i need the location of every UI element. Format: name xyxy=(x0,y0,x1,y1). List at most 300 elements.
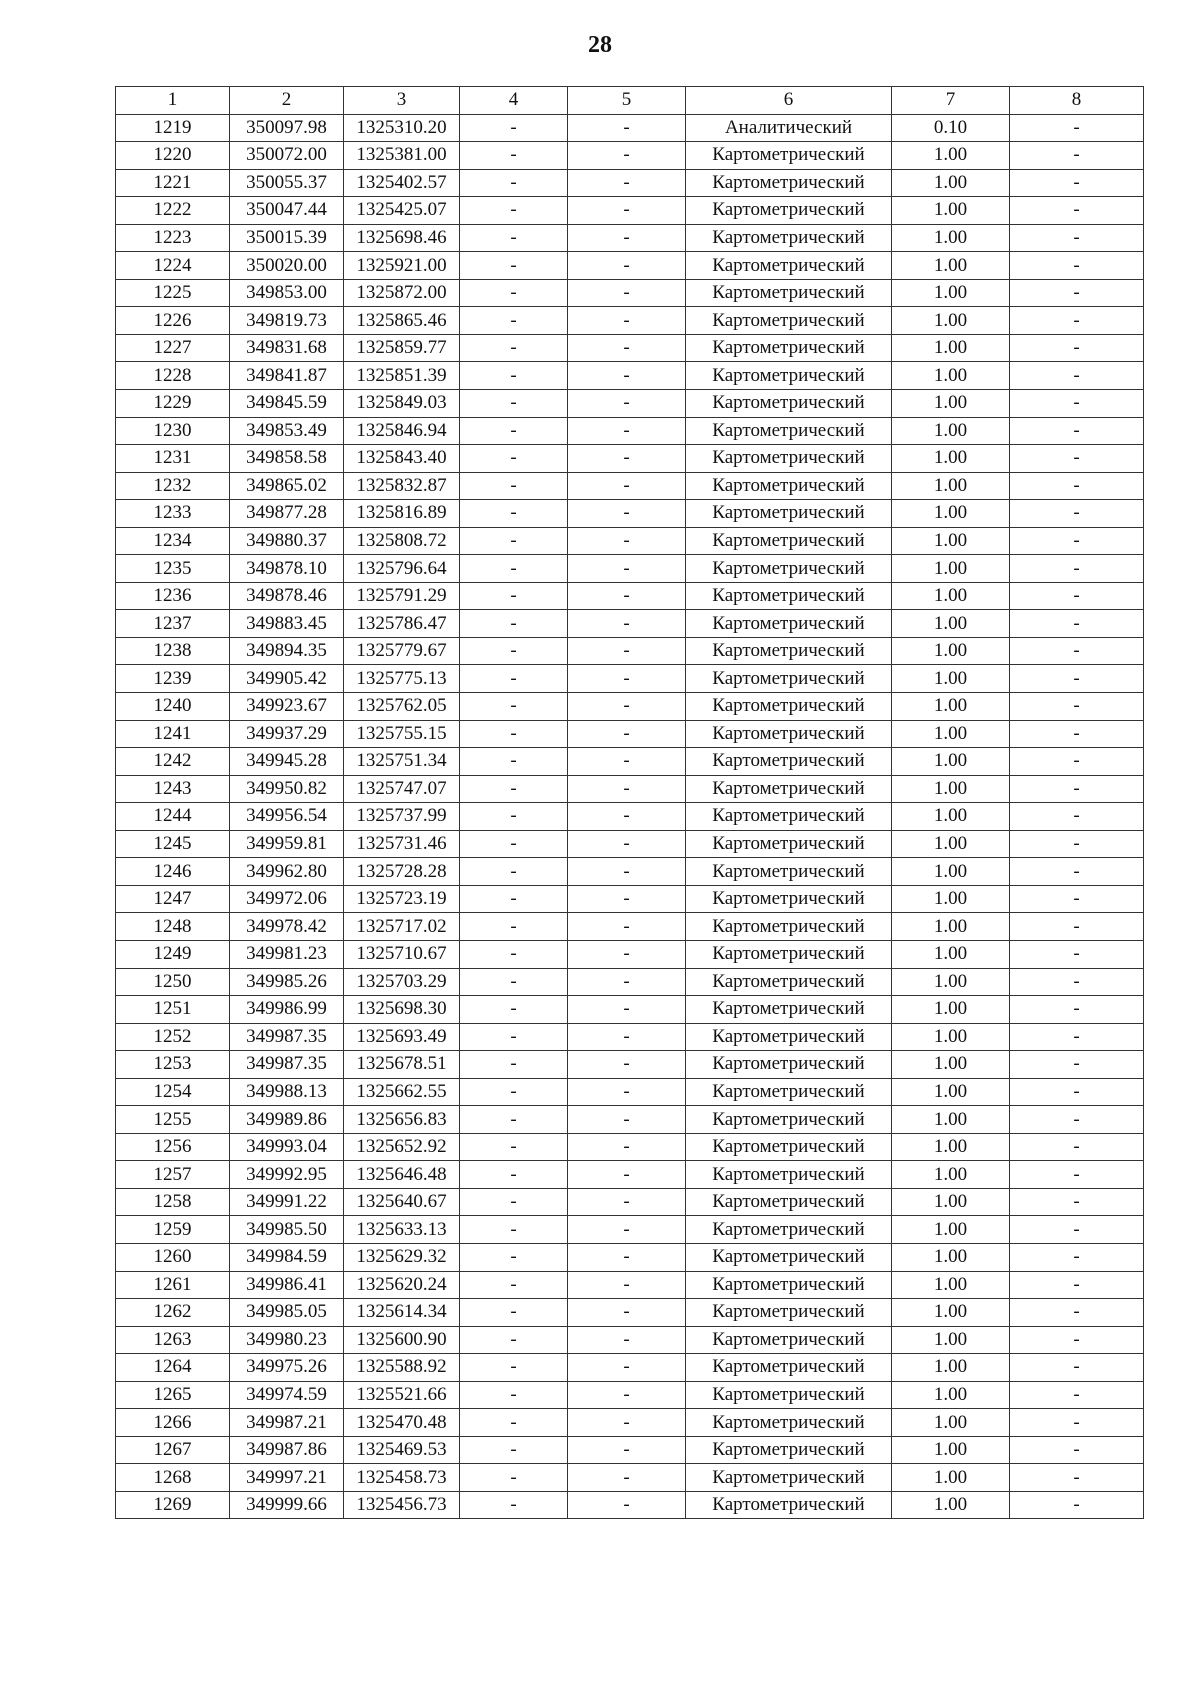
y-coordinate-cell: 1325425.07 xyxy=(344,197,460,225)
method-cell: Картометрический xyxy=(686,858,892,886)
table-row xyxy=(116,775,1144,803)
point-number-cell: 1238 xyxy=(116,637,230,665)
y-coordinate-cell: 1325775.13 xyxy=(344,665,460,693)
point-number-cell: 1266 xyxy=(116,1409,230,1437)
accuracy-cell: 1.00 xyxy=(892,1299,1010,1327)
table-row xyxy=(116,1436,1144,1464)
x-coordinate-cell: 349937.29 xyxy=(230,720,344,748)
x-coordinate-cell: 349975.26 xyxy=(230,1354,344,1382)
column-4-cell: - xyxy=(460,279,568,307)
column-8-cell: - xyxy=(1010,803,1144,831)
x-coordinate-cell: 349841.87 xyxy=(230,362,344,390)
accuracy-cell: 1.00 xyxy=(892,279,1010,307)
table-row xyxy=(116,693,1144,721)
y-coordinate-cell: 1325849.03 xyxy=(344,390,460,418)
point-number-cell: 1267 xyxy=(116,1436,230,1464)
accuracy-cell: 1.00 xyxy=(892,1051,1010,1079)
column-8-cell: - xyxy=(1010,527,1144,555)
accuracy-cell: 1.00 xyxy=(892,1106,1010,1134)
column-4-cell: - xyxy=(460,169,568,197)
column-4-cell: - xyxy=(460,1299,568,1327)
y-coordinate-cell: 1325698.46 xyxy=(344,224,460,252)
x-coordinate-cell: 349853.00 xyxy=(230,279,344,307)
method-cell: Картометрический xyxy=(686,527,892,555)
x-coordinate-cell: 349997.21 xyxy=(230,1464,344,1492)
table-row xyxy=(116,362,1144,390)
point-number-cell: 1261 xyxy=(116,1271,230,1299)
column-4-cell: - xyxy=(460,1161,568,1189)
table-row xyxy=(116,1491,1144,1519)
x-coordinate-cell: 349959.81 xyxy=(230,830,344,858)
point-number-cell: 1237 xyxy=(116,610,230,638)
accuracy-cell: 1.00 xyxy=(892,1271,1010,1299)
method-cell: Картометрический xyxy=(686,1188,892,1216)
column-8-cell: - xyxy=(1010,693,1144,721)
y-coordinate-cell: 1325851.39 xyxy=(344,362,460,390)
accuracy-cell: 1.00 xyxy=(892,1354,1010,1382)
accuracy-cell: 1.00 xyxy=(892,500,1010,528)
point-number-cell: 1248 xyxy=(116,913,230,941)
table-row xyxy=(116,720,1144,748)
method-cell: Картометрический xyxy=(686,610,892,638)
method-cell: Картометрический xyxy=(686,1051,892,1079)
accuracy-cell: 1.00 xyxy=(892,885,1010,913)
y-coordinate-cell: 1325731.46 xyxy=(344,830,460,858)
column-5-cell: - xyxy=(568,996,686,1024)
method-cell: Картометрический xyxy=(686,775,892,803)
method-cell: Картометрический xyxy=(686,445,892,473)
column-4-cell: - xyxy=(460,940,568,968)
column-5-cell: - xyxy=(568,197,686,225)
x-coordinate-cell: 349883.45 xyxy=(230,610,344,638)
column-5-cell: - xyxy=(568,665,686,693)
x-coordinate-cell: 349993.04 xyxy=(230,1133,344,1161)
accuracy-cell: 1.00 xyxy=(892,610,1010,638)
column-5-cell: - xyxy=(568,1216,686,1244)
column-4-cell: - xyxy=(460,693,568,721)
column-8-cell: - xyxy=(1010,1216,1144,1244)
column-5-cell: - xyxy=(568,252,686,280)
column-4-cell: - xyxy=(460,665,568,693)
method-cell: Картометрический xyxy=(686,197,892,225)
y-coordinate-cell: 1325832.87 xyxy=(344,472,460,500)
table-row xyxy=(116,1023,1144,1051)
column-8-cell: - xyxy=(1010,1354,1144,1382)
point-number-cell: 1247 xyxy=(116,885,230,913)
point-number-cell: 1219 xyxy=(116,114,230,142)
table-row xyxy=(116,1106,1144,1134)
point-number-cell: 1232 xyxy=(116,472,230,500)
table-row xyxy=(116,1051,1144,1079)
column-5-cell: - xyxy=(568,803,686,831)
y-coordinate-cell: 1325816.89 xyxy=(344,500,460,528)
column-8-cell: - xyxy=(1010,858,1144,886)
table-row xyxy=(116,114,1144,142)
column-8-cell: - xyxy=(1010,1188,1144,1216)
column-8-cell: - xyxy=(1010,197,1144,225)
method-cell: Картометрический xyxy=(686,1271,892,1299)
point-number-cell: 1268 xyxy=(116,1464,230,1492)
table-row xyxy=(116,252,1144,280)
x-coordinate-cell: 349853.49 xyxy=(230,417,344,445)
method-cell: Картометрический xyxy=(686,555,892,583)
y-coordinate-cell: 1325779.67 xyxy=(344,637,460,665)
point-number-cell: 1260 xyxy=(116,1243,230,1271)
method-cell: Картометрический xyxy=(686,637,892,665)
column-4-cell: - xyxy=(460,1354,568,1382)
accuracy-cell: 1.00 xyxy=(892,1326,1010,1354)
column-4-cell: - xyxy=(460,1023,568,1051)
column-8-cell: - xyxy=(1010,775,1144,803)
point-number-cell: 1263 xyxy=(116,1326,230,1354)
y-coordinate-cell: 1325678.51 xyxy=(344,1051,460,1079)
column-8-cell: - xyxy=(1010,142,1144,170)
y-coordinate-cell: 1325751.34 xyxy=(344,748,460,776)
accuracy-cell: 1.00 xyxy=(892,665,1010,693)
point-number-cell: 1233 xyxy=(116,500,230,528)
header-row xyxy=(116,87,1144,115)
column-4-cell: - xyxy=(460,1381,568,1409)
method-cell: Картометрический xyxy=(686,1078,892,1106)
column-4-cell: - xyxy=(460,1243,568,1271)
column-8-cell: - xyxy=(1010,1381,1144,1409)
accuracy-cell: 0.10 xyxy=(892,114,1010,142)
column-8-cell: - xyxy=(1010,445,1144,473)
x-coordinate-cell: 350097.98 xyxy=(230,114,344,142)
column-5-cell: - xyxy=(568,968,686,996)
table-row xyxy=(116,142,1144,170)
column-5-cell: - xyxy=(568,1409,686,1437)
point-number-cell: 1223 xyxy=(116,224,230,252)
table-row xyxy=(116,1133,1144,1161)
accuracy-cell: 1.00 xyxy=(892,252,1010,280)
table-row xyxy=(116,445,1144,473)
accuracy-cell: 1.00 xyxy=(892,1023,1010,1051)
accuracy-cell: 1.00 xyxy=(892,803,1010,831)
column-8-cell: - xyxy=(1010,252,1144,280)
y-coordinate-cell: 1325469.53 xyxy=(344,1436,460,1464)
method-cell: Картометрический xyxy=(686,1354,892,1382)
accuracy-cell: 1.00 xyxy=(892,968,1010,996)
column-5-cell: - xyxy=(568,830,686,858)
column-header: 3 xyxy=(344,87,460,115)
column-4-cell: - xyxy=(460,197,568,225)
column-4-cell: - xyxy=(460,885,568,913)
x-coordinate-cell: 349988.13 xyxy=(230,1078,344,1106)
point-number-cell: 1224 xyxy=(116,252,230,280)
column-8-cell: - xyxy=(1010,1436,1144,1464)
column-4-cell: - xyxy=(460,334,568,362)
accuracy-cell: 1.00 xyxy=(892,693,1010,721)
table-row xyxy=(116,1078,1144,1106)
method-cell: Картометрический xyxy=(686,803,892,831)
column-4-cell: - xyxy=(460,1216,568,1244)
column-4-cell: - xyxy=(460,858,568,886)
method-cell: Картометрический xyxy=(686,169,892,197)
table-row xyxy=(116,279,1144,307)
column-8-cell: - xyxy=(1010,390,1144,418)
column-4-cell: - xyxy=(460,1464,568,1492)
point-number-cell: 1259 xyxy=(116,1216,230,1244)
x-coordinate-cell: 349999.66 xyxy=(230,1491,344,1519)
column-8-cell: - xyxy=(1010,720,1144,748)
method-cell: Картометрический xyxy=(686,968,892,996)
column-5-cell: - xyxy=(568,472,686,500)
column-5-cell: - xyxy=(568,1161,686,1189)
x-coordinate-cell: 349905.42 xyxy=(230,665,344,693)
accuracy-cell: 1.00 xyxy=(892,307,1010,335)
x-coordinate-cell: 349981.23 xyxy=(230,940,344,968)
column-5-cell: - xyxy=(568,555,686,583)
point-number-cell: 1264 xyxy=(116,1354,230,1382)
column-5-cell: - xyxy=(568,1381,686,1409)
column-4-cell: - xyxy=(460,830,568,858)
y-coordinate-cell: 1325600.90 xyxy=(344,1326,460,1354)
method-cell: Картометрический xyxy=(686,1106,892,1134)
method-cell: Картометрический xyxy=(686,307,892,335)
point-number-cell: 1258 xyxy=(116,1188,230,1216)
x-coordinate-cell: 349880.37 xyxy=(230,527,344,555)
point-number-cell: 1230 xyxy=(116,417,230,445)
column-8-cell: - xyxy=(1010,417,1144,445)
column-4-cell: - xyxy=(460,472,568,500)
column-header: 4 xyxy=(460,87,568,115)
x-coordinate-cell: 349991.22 xyxy=(230,1188,344,1216)
column-4-cell: - xyxy=(460,362,568,390)
x-coordinate-cell: 349987.21 xyxy=(230,1409,344,1437)
accuracy-cell: 1.00 xyxy=(892,940,1010,968)
method-cell: Картометрический xyxy=(686,748,892,776)
table-row xyxy=(116,307,1144,335)
x-coordinate-cell: 349877.28 xyxy=(230,500,344,528)
y-coordinate-cell: 1325703.29 xyxy=(344,968,460,996)
y-coordinate-cell: 1325614.34 xyxy=(344,1299,460,1327)
column-8-cell: - xyxy=(1010,913,1144,941)
point-number-cell: 1235 xyxy=(116,555,230,583)
table-row xyxy=(116,858,1144,886)
column-8-cell: - xyxy=(1010,637,1144,665)
y-coordinate-cell: 1325693.49 xyxy=(344,1023,460,1051)
accuracy-cell: 1.00 xyxy=(892,720,1010,748)
y-coordinate-cell: 1325865.46 xyxy=(344,307,460,335)
column-header: 1 xyxy=(116,87,230,115)
column-8-cell: - xyxy=(1010,996,1144,1024)
y-coordinate-cell: 1325737.99 xyxy=(344,803,460,831)
column-4-cell: - xyxy=(460,500,568,528)
table-row xyxy=(116,1409,1144,1437)
point-number-cell: 1255 xyxy=(116,1106,230,1134)
column-8-cell: - xyxy=(1010,610,1144,638)
column-8-cell: - xyxy=(1010,555,1144,583)
x-coordinate-cell: 349950.82 xyxy=(230,775,344,803)
y-coordinate-cell: 1325762.05 xyxy=(344,693,460,721)
y-coordinate-cell: 1325728.28 xyxy=(344,858,460,886)
method-cell: Картометрический xyxy=(686,1216,892,1244)
column-5-cell: - xyxy=(568,390,686,418)
x-coordinate-cell: 349878.46 xyxy=(230,582,344,610)
table-row xyxy=(116,582,1144,610)
method-cell: Картометрический xyxy=(686,1436,892,1464)
column-5-cell: - xyxy=(568,1106,686,1134)
point-number-cell: 1244 xyxy=(116,803,230,831)
table-row xyxy=(116,665,1144,693)
accuracy-cell: 1.00 xyxy=(892,775,1010,803)
column-8-cell: - xyxy=(1010,1161,1144,1189)
point-number-cell: 1240 xyxy=(116,693,230,721)
point-number-cell: 1245 xyxy=(116,830,230,858)
column-4-cell: - xyxy=(460,224,568,252)
column-4-cell: - xyxy=(460,996,568,1024)
method-cell: Картометрический xyxy=(686,1299,892,1327)
point-number-cell: 1225 xyxy=(116,279,230,307)
method-cell: Картометрический xyxy=(686,142,892,170)
column-8-cell: - xyxy=(1010,500,1144,528)
column-5-cell: - xyxy=(568,913,686,941)
point-number-cell: 1250 xyxy=(116,968,230,996)
coordinates-table xyxy=(115,86,1144,1519)
method-cell: Картометрический xyxy=(686,390,892,418)
x-coordinate-cell: 349819.73 xyxy=(230,307,344,335)
x-coordinate-cell: 349987.35 xyxy=(230,1023,344,1051)
accuracy-cell: 1.00 xyxy=(892,169,1010,197)
table-row xyxy=(116,555,1144,583)
column-5-cell: - xyxy=(568,224,686,252)
column-4-cell: - xyxy=(460,610,568,638)
column-5-cell: - xyxy=(568,1051,686,1079)
column-8-cell: - xyxy=(1010,748,1144,776)
table-row xyxy=(116,224,1144,252)
column-5-cell: - xyxy=(568,169,686,197)
column-5-cell: - xyxy=(568,1188,686,1216)
method-cell: Картометрический xyxy=(686,417,892,445)
column-5-cell: - xyxy=(568,1354,686,1382)
point-number-cell: 1227 xyxy=(116,334,230,362)
point-number-cell: 1252 xyxy=(116,1023,230,1051)
table-row xyxy=(116,1464,1144,1492)
column-4-cell: - xyxy=(460,803,568,831)
column-5-cell: - xyxy=(568,1491,686,1519)
column-4-cell: - xyxy=(460,417,568,445)
x-coordinate-cell: 349984.59 xyxy=(230,1243,344,1271)
accuracy-cell: 1.00 xyxy=(892,637,1010,665)
column-5-cell: - xyxy=(568,417,686,445)
accuracy-cell: 1.00 xyxy=(892,1409,1010,1437)
column-5-cell: - xyxy=(568,279,686,307)
table-row xyxy=(116,1188,1144,1216)
y-coordinate-cell: 1325872.00 xyxy=(344,279,460,307)
column-5-cell: - xyxy=(568,527,686,555)
accuracy-cell: 1.00 xyxy=(892,224,1010,252)
x-coordinate-cell: 349985.26 xyxy=(230,968,344,996)
column-8-cell: - xyxy=(1010,940,1144,968)
method-cell: Картометрический xyxy=(686,252,892,280)
y-coordinate-cell: 1325662.55 xyxy=(344,1078,460,1106)
method-cell: Картометрический xyxy=(686,334,892,362)
column-header: 7 xyxy=(892,87,1010,115)
method-cell: Картометрический xyxy=(686,885,892,913)
column-5-cell: - xyxy=(568,307,686,335)
y-coordinate-cell: 1325846.94 xyxy=(344,417,460,445)
x-coordinate-cell: 349978.42 xyxy=(230,913,344,941)
y-coordinate-cell: 1325791.29 xyxy=(344,582,460,610)
x-coordinate-cell: 349858.58 xyxy=(230,445,344,473)
y-coordinate-cell: 1325470.48 xyxy=(344,1409,460,1437)
table-header xyxy=(116,87,1144,115)
method-cell: Картометрический xyxy=(686,582,892,610)
column-8-cell: - xyxy=(1010,1491,1144,1519)
point-number-cell: 1262 xyxy=(116,1299,230,1327)
column-5-cell: - xyxy=(568,114,686,142)
table-row xyxy=(116,1271,1144,1299)
column-4-cell: - xyxy=(460,637,568,665)
point-number-cell: 1265 xyxy=(116,1381,230,1409)
column-4-cell: - xyxy=(460,913,568,941)
method-cell: Картометрический xyxy=(686,1161,892,1189)
x-coordinate-cell: 349894.35 xyxy=(230,637,344,665)
table-row xyxy=(116,996,1144,1024)
page-number: 28 xyxy=(588,32,612,58)
table-row xyxy=(116,913,1144,941)
y-coordinate-cell: 1325652.92 xyxy=(344,1133,460,1161)
column-4-cell: - xyxy=(460,1106,568,1134)
column-4-cell: - xyxy=(460,1133,568,1161)
column-5-cell: - xyxy=(568,940,686,968)
method-cell: Картометрический xyxy=(686,279,892,307)
accuracy-cell: 1.00 xyxy=(892,1216,1010,1244)
column-4-cell: - xyxy=(460,307,568,335)
y-coordinate-cell: 1325747.07 xyxy=(344,775,460,803)
column-4-cell: - xyxy=(460,114,568,142)
point-number-cell: 1242 xyxy=(116,748,230,776)
column-5-cell: - xyxy=(568,693,686,721)
point-number-cell: 1234 xyxy=(116,527,230,555)
column-8-cell: - xyxy=(1010,1243,1144,1271)
y-coordinate-cell: 1325629.32 xyxy=(344,1243,460,1271)
point-number-cell: 1226 xyxy=(116,307,230,335)
method-cell: Картометрический xyxy=(686,362,892,390)
column-4-cell: - xyxy=(460,1491,568,1519)
accuracy-cell: 1.00 xyxy=(892,858,1010,886)
point-number-cell: 1269 xyxy=(116,1491,230,1519)
column-5-cell: - xyxy=(568,610,686,638)
method-cell: Картометрический xyxy=(686,913,892,941)
column-8-cell: - xyxy=(1010,1078,1144,1106)
y-coordinate-cell: 1325310.20 xyxy=(344,114,460,142)
column-8-cell: - xyxy=(1010,1023,1144,1051)
accuracy-cell: 1.00 xyxy=(892,1188,1010,1216)
accuracy-cell: 1.00 xyxy=(892,1243,1010,1271)
column-8-cell: - xyxy=(1010,279,1144,307)
column-8-cell: - xyxy=(1010,307,1144,335)
accuracy-cell: 1.00 xyxy=(892,1491,1010,1519)
column-8-cell: - xyxy=(1010,1051,1144,1079)
column-5-cell: - xyxy=(568,334,686,362)
point-number-cell: 1221 xyxy=(116,169,230,197)
method-cell: Картометрический xyxy=(686,1326,892,1354)
column-4-cell: - xyxy=(460,1188,568,1216)
point-number-cell: 1251 xyxy=(116,996,230,1024)
column-8-cell: - xyxy=(1010,472,1144,500)
x-coordinate-cell: 349986.99 xyxy=(230,996,344,1024)
y-coordinate-cell: 1325456.73 xyxy=(344,1491,460,1519)
accuracy-cell: 1.00 xyxy=(892,1161,1010,1189)
accuracy-cell: 1.00 xyxy=(892,527,1010,555)
column-4-cell: - xyxy=(460,968,568,996)
point-number-cell: 1243 xyxy=(116,775,230,803)
column-8-cell: - xyxy=(1010,830,1144,858)
point-number-cell: 1220 xyxy=(116,142,230,170)
method-cell: Картометрический xyxy=(686,1023,892,1051)
